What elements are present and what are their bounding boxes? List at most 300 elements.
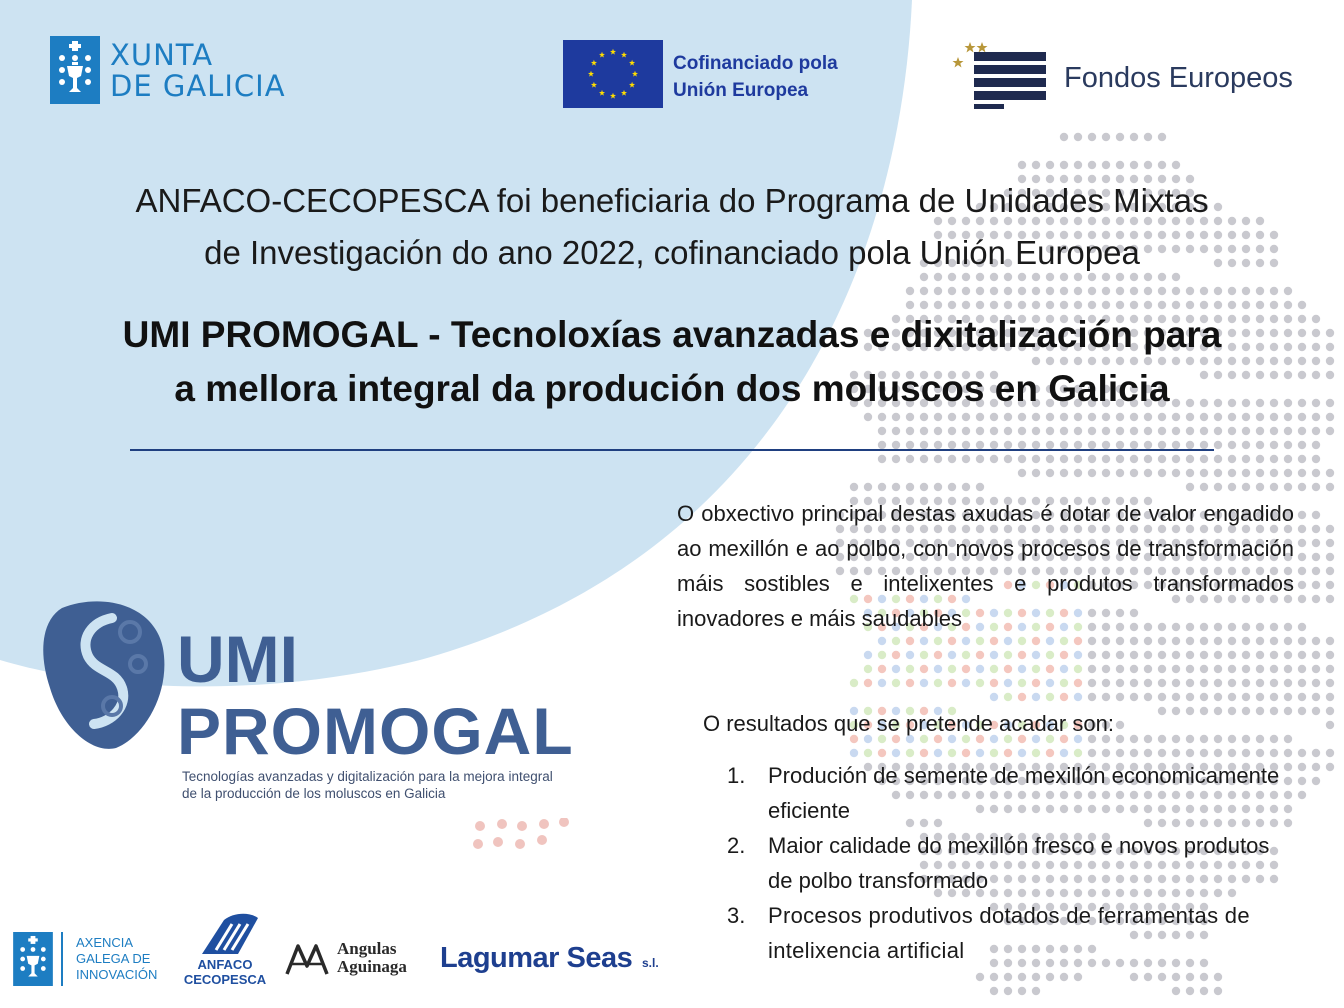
- map-dot: [1326, 469, 1334, 477]
- map-dot: [1004, 637, 1012, 645]
- map-dot: [1242, 707, 1250, 715]
- map-dot: [1200, 707, 1208, 715]
- list-item: [727, 898, 1297, 968]
- map-dot: [1326, 539, 1334, 547]
- map-dot: [1060, 651, 1068, 659]
- map-dot: [1256, 693, 1264, 701]
- map-dot: [1242, 441, 1250, 449]
- map-dot: [920, 665, 928, 673]
- title-line1: UMI PROMOGAL - Tecnoloxías avanzadas e dixitalización para: [122, 314, 1222, 355]
- map-dot: [990, 287, 998, 295]
- map-dot: [906, 455, 914, 463]
- map-dot: [1046, 441, 1054, 449]
- map-dot: [1018, 651, 1026, 659]
- map-dot: [1228, 469, 1236, 477]
- map-dot: [1326, 399, 1334, 407]
- map-dot: [1326, 749, 1334, 757]
- map-dot: [1032, 469, 1040, 477]
- map-dot: [1158, 637, 1166, 645]
- map-dot: [1172, 987, 1180, 995]
- map-dot: [1018, 987, 1026, 995]
- map-dot: [1172, 161, 1180, 169]
- map-dot: [1032, 455, 1040, 463]
- map-dot: [1018, 287, 1026, 295]
- map-dot: [1312, 693, 1320, 701]
- map-dot: [1298, 441, 1306, 449]
- map-dot: [1172, 973, 1180, 981]
- eu-line2: Unión Europea: [673, 80, 809, 101]
- map-dot: [948, 749, 956, 757]
- map-dot: [1298, 707, 1306, 715]
- map-dot: [990, 749, 998, 757]
- map-dot: [1312, 595, 1320, 603]
- map-dot: [892, 455, 900, 463]
- map-dot: [1060, 455, 1068, 463]
- map-dot: [906, 749, 914, 757]
- eu-cofinanced-logo: [563, 40, 883, 108]
- map-dot: [1326, 343, 1334, 351]
- map-dot: [1088, 287, 1096, 295]
- map-dot: [1116, 161, 1124, 169]
- map-dot: [1144, 287, 1152, 295]
- map-dot: [1116, 651, 1124, 659]
- map-dot: [1144, 441, 1152, 449]
- map-dot: [1228, 749, 1236, 757]
- map-dot: [1298, 763, 1306, 771]
- map-dot: [1172, 469, 1180, 477]
- umi-emblem-icon: [42, 598, 172, 750]
- map-dot: [1158, 469, 1166, 477]
- map-dot: [1256, 469, 1264, 477]
- lagumar-name: Lagumar Seas: [440, 942, 633, 974]
- map-dot: [1256, 665, 1264, 673]
- map-dot: [1172, 651, 1180, 659]
- map-dot: [962, 749, 970, 757]
- map-dot: [878, 665, 886, 673]
- map-dot: [1018, 679, 1026, 687]
- map-dot: [1312, 707, 1320, 715]
- map-dot: [1298, 553, 1306, 561]
- map-dot: [948, 637, 956, 645]
- map-dot: [1312, 665, 1320, 673]
- map-dot: [1004, 427, 1012, 435]
- map-dot: [1088, 651, 1096, 659]
- galicia-shield-icon: [13, 932, 53, 986]
- map-dot: [1312, 749, 1320, 757]
- map-dot: [1214, 987, 1222, 995]
- map-dot: [1158, 287, 1166, 295]
- map-dot: [1144, 693, 1152, 701]
- map-dot: [1312, 441, 1320, 449]
- map-dot: [1298, 581, 1306, 589]
- lagumar-seas-logo: [440, 942, 680, 982]
- map-dot: [1088, 693, 1096, 701]
- agencia-line1: AXENCIA: [76, 935, 134, 950]
- map-dot: [1256, 749, 1264, 757]
- map-dot: [1158, 441, 1166, 449]
- map-dot: [892, 679, 900, 687]
- map-dot: [1214, 427, 1222, 435]
- map-dot: [1214, 651, 1222, 659]
- map-dot: [1186, 427, 1194, 435]
- map-dot: [1228, 735, 1236, 743]
- map-dot: [1228, 665, 1236, 673]
- map-dot: [1298, 665, 1306, 673]
- map-dot: [864, 665, 872, 673]
- map-dot: [990, 665, 998, 673]
- map-dot: [1060, 749, 1068, 757]
- map-dot: [1172, 679, 1180, 687]
- eu-text: [673, 50, 838, 104]
- map-dot: [1298, 651, 1306, 659]
- map-dot: [1046, 427, 1054, 435]
- map-dot: [1242, 679, 1250, 687]
- map-dot: [1242, 287, 1250, 295]
- map-dot: [1312, 455, 1320, 463]
- map-dot: [892, 637, 900, 645]
- map-dot: [934, 287, 942, 295]
- map-dot: [1326, 553, 1334, 561]
- map-dot: [1130, 427, 1138, 435]
- map-dot: [1172, 735, 1180, 743]
- map-dot: [1102, 133, 1110, 141]
- map-dot: [976, 679, 984, 687]
- map-dot: [1088, 441, 1096, 449]
- map-dot: [1060, 693, 1068, 701]
- map-dot: [1074, 679, 1082, 687]
- map-dot: [976, 287, 984, 295]
- map-dot: [1200, 749, 1208, 757]
- map-dot: [1242, 693, 1250, 701]
- map-dot: [906, 665, 914, 673]
- map-dot: [906, 441, 914, 449]
- map-dot: [990, 427, 998, 435]
- map-dot: [1046, 469, 1054, 477]
- agencia-text: [76, 935, 157, 983]
- map-dot: [1018, 427, 1026, 435]
- map-dot: [878, 455, 886, 463]
- map-dot: [1116, 735, 1124, 743]
- map-dot: [1312, 483, 1320, 491]
- map-dot: [990, 679, 998, 687]
- intro-line2: de Investigación do ano 2022, cofinanciado pola Unión Europea: [204, 234, 1140, 271]
- map-dot: [1298, 525, 1306, 533]
- umi-wordmark-line2: PROMOGAL: [177, 694, 574, 768]
- map-dot: [1270, 749, 1278, 757]
- map-dot: [1312, 651, 1320, 659]
- map-dot: [1088, 637, 1096, 645]
- map-dot: [1326, 651, 1334, 659]
- map-dot: [1060, 133, 1068, 141]
- map-dot: [1270, 441, 1278, 449]
- map-dot: [1242, 735, 1250, 743]
- map-dot: [850, 749, 858, 757]
- map-dot: [1284, 455, 1292, 463]
- map-dot: [1298, 777, 1306, 785]
- map-dot: [1256, 427, 1264, 435]
- map-dot: [1200, 469, 1208, 477]
- map-dot: [1018, 161, 1026, 169]
- map-dot: [962, 637, 970, 645]
- map-dot: [1158, 679, 1166, 687]
- map-dot: [1326, 567, 1334, 575]
- anfaco-text: [180, 957, 270, 987]
- map-dot: [1060, 427, 1068, 435]
- map-dot: [1242, 427, 1250, 435]
- map-dot: [1088, 749, 1096, 757]
- map-dot: [1270, 707, 1278, 715]
- map-dot: [1312, 637, 1320, 645]
- map-dot: [1326, 413, 1334, 421]
- map-dot: [934, 427, 942, 435]
- umi-wordmark-line1: UMI: [177, 622, 298, 696]
- map-dot: [1312, 763, 1320, 771]
- map-dot: [1270, 637, 1278, 645]
- map-dot: [906, 483, 914, 491]
- map-dot: [1046, 679, 1054, 687]
- map-dot: [1032, 441, 1040, 449]
- map-dot: [962, 651, 970, 659]
- title-divider: [130, 449, 1214, 451]
- map-dot: [1214, 637, 1222, 645]
- angulas-line2: Aguinaga: [337, 957, 407, 976]
- map-dot: [1046, 693, 1054, 701]
- map-dot: [1004, 987, 1012, 995]
- map-dot: [1298, 693, 1306, 701]
- map-dot: [1144, 679, 1152, 687]
- map-dot: [1200, 735, 1208, 743]
- map-dot: [892, 483, 900, 491]
- umi-tagline-line1: Tecnologías avanzadas y digitalización para la mejora integral: [182, 769, 553, 784]
- angulas-aguinaga-logo: [285, 938, 425, 982]
- map-dot: [1298, 511, 1306, 519]
- map-dot: [1242, 469, 1250, 477]
- map-dot: [962, 427, 970, 435]
- map-dot: [1200, 693, 1208, 701]
- map-dot: [1284, 679, 1292, 687]
- map-dot: [1228, 441, 1236, 449]
- map-dot: [1018, 665, 1026, 673]
- map-dot: [962, 455, 970, 463]
- map-dot: [962, 287, 970, 295]
- map-dot: [1186, 469, 1194, 477]
- map-dot: [1214, 973, 1222, 981]
- map-dot: [864, 749, 872, 757]
- map-dot: [934, 483, 942, 491]
- map-dot: [1200, 651, 1208, 659]
- map-dot: [1228, 679, 1236, 687]
- map-dot: [1004, 455, 1012, 463]
- map-dot: [1046, 651, 1054, 659]
- map-dot: [1200, 637, 1208, 645]
- intro-text: [40, 175, 1304, 279]
- map-dot: [1074, 455, 1082, 463]
- map-dot: [1270, 483, 1278, 491]
- map-dot: [1116, 427, 1124, 435]
- map-dot: [1312, 511, 1320, 519]
- map-dot: [878, 651, 886, 659]
- map-dot: [1102, 427, 1110, 435]
- map-dot: [1298, 595, 1306, 603]
- map-dot: [1046, 287, 1054, 295]
- anfaco-cecopesca-logo: [180, 912, 270, 992]
- map-dot: [1200, 973, 1208, 981]
- map-dot: [1312, 469, 1320, 477]
- map-dot: [1270, 455, 1278, 463]
- map-dot: [1074, 161, 1082, 169]
- map-dot: [1284, 287, 1292, 295]
- map-dot: [1144, 665, 1152, 673]
- map-dot: [1032, 427, 1040, 435]
- map-dot: [1088, 427, 1096, 435]
- map-dot: [1074, 469, 1082, 477]
- map-dot: [1088, 455, 1096, 463]
- map-dot: [1060, 469, 1068, 477]
- map-dot: [1088, 133, 1096, 141]
- map-dot: [1074, 287, 1082, 295]
- map-dot: [1158, 651, 1166, 659]
- map-dot: [1046, 749, 1054, 757]
- map-dot: [1158, 427, 1166, 435]
- map-dot: [1004, 679, 1012, 687]
- map-dot: [1018, 749, 1026, 757]
- map-dot: [1256, 441, 1264, 449]
- map-dot: [1144, 469, 1152, 477]
- map-dot: [934, 651, 942, 659]
- map-dot: [1270, 679, 1278, 687]
- map-dot: [1186, 455, 1194, 463]
- map-dot: [1312, 427, 1320, 435]
- map-dot: [906, 637, 914, 645]
- map-dot: [962, 679, 970, 687]
- project-title: [20, 308, 1324, 416]
- map-dot: [1186, 693, 1194, 701]
- map-dot: [1172, 707, 1180, 715]
- map-dot: [962, 483, 970, 491]
- map-dot: [1060, 665, 1068, 673]
- map-dot: [1312, 679, 1320, 687]
- map-dot: [1228, 707, 1236, 715]
- map-dot: [1102, 161, 1110, 169]
- map-dot: [1256, 483, 1264, 491]
- eu-line1: Cofinanciado pola: [673, 53, 838, 74]
- map-dot: [1004, 651, 1012, 659]
- map-dot: [934, 455, 942, 463]
- map-dot: [1298, 679, 1306, 687]
- map-dot: [1270, 651, 1278, 659]
- map-dot: [1060, 973, 1068, 981]
- map-dot: [878, 427, 886, 435]
- map-dot: [1256, 287, 1264, 295]
- map-dot: [1186, 651, 1194, 659]
- map-dot: [1214, 693, 1222, 701]
- map-dot: [1102, 679, 1110, 687]
- map-dot: [1046, 665, 1054, 673]
- map-dot: [1186, 637, 1194, 645]
- map-dot: [864, 651, 872, 659]
- map-dot: [920, 287, 928, 295]
- map-dot: [1144, 749, 1152, 757]
- map-dot: [948, 651, 956, 659]
- map-dot: [1228, 483, 1236, 491]
- map-dot: [1200, 427, 1208, 435]
- map-dot: [1046, 455, 1054, 463]
- map-dot: [1298, 567, 1306, 575]
- map-dot: [990, 693, 998, 701]
- map-dot: [1144, 133, 1152, 141]
- list-item-number: 3.: [727, 903, 746, 928]
- map-dot: [1032, 665, 1040, 673]
- map-dot: [1200, 987, 1208, 995]
- map-dot: [1158, 693, 1166, 701]
- map-dot: [1088, 161, 1096, 169]
- map-dot: [1242, 637, 1250, 645]
- map-dot: [1256, 707, 1264, 715]
- map-dot: [1018, 693, 1026, 701]
- map-dot: [1088, 679, 1096, 687]
- list-item-text: Produción de semente de mexillón economicamente eficiente: [768, 763, 1280, 823]
- map-dot: [1326, 595, 1334, 603]
- map-dot: [990, 973, 998, 981]
- map-dot: [892, 749, 900, 757]
- map-dot: [1284, 707, 1292, 715]
- map-dot: [1200, 665, 1208, 673]
- map-dot: [1270, 427, 1278, 435]
- map-dot: [1298, 539, 1306, 547]
- map-dot: [1018, 455, 1026, 463]
- map-dot: [1298, 791, 1306, 799]
- map-dot: [1158, 735, 1166, 743]
- map-dot: [1032, 693, 1040, 701]
- map-dot: [1228, 455, 1236, 463]
- fondos-europeos-icon: [946, 40, 1056, 110]
- anfaco-line1: ANFACO: [197, 957, 253, 972]
- map-dot: [892, 427, 900, 435]
- map-dot: [1130, 651, 1138, 659]
- map-dot: [1130, 679, 1138, 687]
- map-dot: [1186, 749, 1194, 757]
- map-dot: [892, 651, 900, 659]
- map-dot: [1158, 161, 1166, 169]
- map-dot: [1144, 161, 1152, 169]
- map-dot: [1032, 287, 1040, 295]
- map-dot: [1172, 455, 1180, 463]
- map-dot: [1186, 665, 1194, 673]
- map-dot: [1116, 133, 1124, 141]
- map-dot: [948, 441, 956, 449]
- map-dot: [976, 651, 984, 659]
- map-dot: [878, 637, 886, 645]
- map-dot: [1312, 777, 1320, 785]
- map-dot: [934, 679, 942, 687]
- map-dot: [976, 427, 984, 435]
- map-dot: [1004, 665, 1012, 673]
- map-dot: [1228, 427, 1236, 435]
- map-dot: [1074, 749, 1082, 757]
- map-dot: [934, 749, 942, 757]
- map-dot: [1326, 581, 1334, 589]
- map-dot: [1270, 665, 1278, 673]
- map-dot: [1074, 133, 1082, 141]
- map-dot: [1326, 707, 1334, 715]
- map-dot: [1326, 329, 1334, 337]
- list-item: [727, 828, 1297, 898]
- map-dot: [1004, 287, 1012, 295]
- map-dot: [1270, 735, 1278, 743]
- xunta-line1: XUNTA: [110, 38, 214, 72]
- list-item-text: Procesos produtivos dotados de ferramentas de intelixencia artificial: [768, 903, 1250, 963]
- map-dot: [976, 973, 984, 981]
